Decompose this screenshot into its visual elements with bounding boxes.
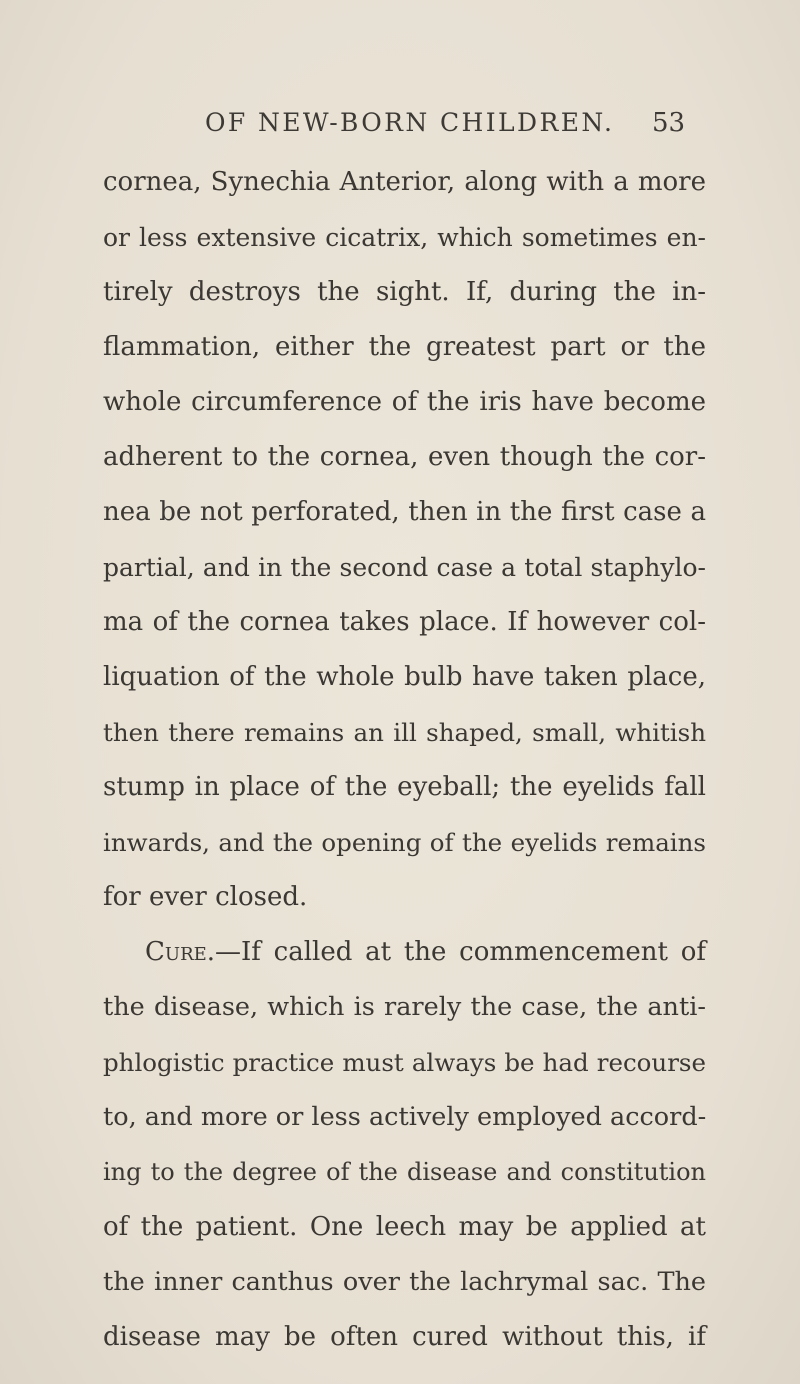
text-line: the inner canthus over the lachrymal sac. The [103, 1267, 706, 1297]
running-title: OF NEW-BORN CHILDREN. [205, 108, 615, 137]
paragraph-end-line: for ever closed. [103, 882, 308, 912]
text-line: the disease, which is rarely the case, the anti- [103, 992, 706, 1022]
cure-paragraph-first-line [103, 925, 706, 980]
text-line: cornea, Synechia Anterior, along with a more [103, 167, 706, 197]
text-line: ma of the cornea takes place. If however col- [103, 607, 706, 637]
cure-first-line-text: —If called at the commencement of [215, 937, 706, 967]
cure-heading: Cure. [145, 937, 216, 967]
page-number: 53 [652, 108, 686, 138]
text-line: inwards, and the opening of the eyelids remains [103, 828, 706, 857]
text-line: nea be not perforated, then in the first case a [103, 497, 706, 527]
text-line: of the patient. One leech may be applied at [103, 1212, 706, 1242]
text-line: then there remains an ill shaped, small, whitish [103, 718, 706, 747]
text-line: phlogistic practice must always be had recourse [103, 1048, 706, 1077]
text-line: tirely destroys the sight. If, during the in- [103, 277, 706, 307]
text-line: whole circumference of the iris have become [103, 387, 706, 417]
text-line: liquation of the whole bulb have taken place, [103, 662, 706, 692]
text-line: ing to the degree of the disease and constitution [103, 1158, 706, 1186]
text-line: partial, and in the second case a total staphylo- [103, 553, 706, 582]
text-line: adherent to the cornea, even though the cor- [103, 442, 706, 472]
running-head [0, 103, 800, 143]
text-line: or less extensive cicatrix, which sometimes en- [103, 223, 706, 252]
text-line: flammation, either the greatest part or the [103, 332, 706, 362]
text-line: stump in place of the eyeball; the eyelids fall [103, 772, 706, 802]
text-line: disease may be often cured without this, if [103, 1322, 706, 1352]
body-text [103, 155, 706, 1365]
text-line: to, and more or less actively employed accord- [103, 1102, 707, 1132]
